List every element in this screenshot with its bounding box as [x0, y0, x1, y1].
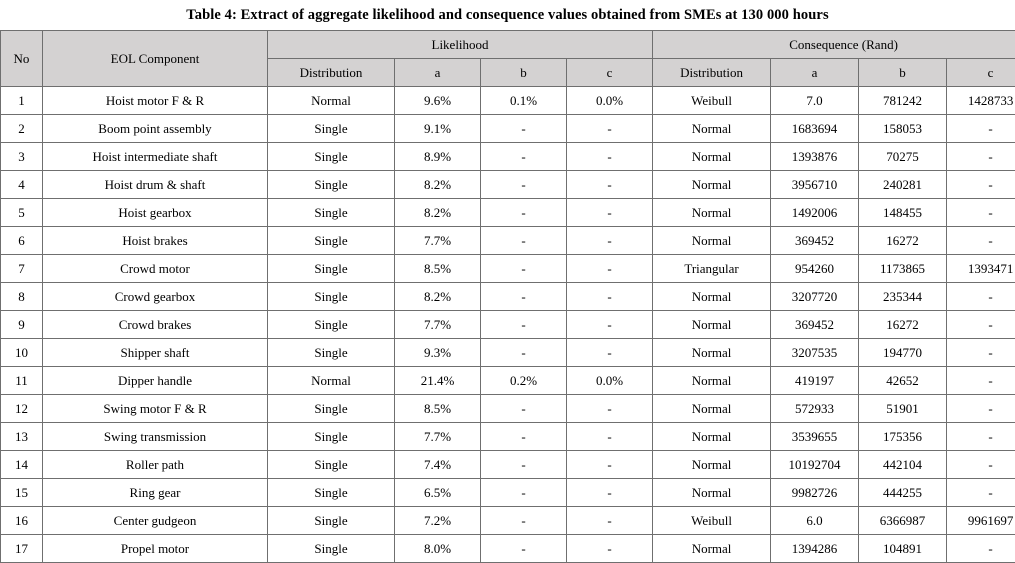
cell-component: Hoist motor F & R — [43, 87, 268, 115]
cell-consequence-distribution: Normal — [653, 339, 771, 367]
cell-no: 12 — [1, 395, 43, 423]
cell-component: Crowd gearbox — [43, 283, 268, 311]
cell-consequence-a: 572933 — [771, 395, 859, 423]
header-likelihood-distribution: Distribution — [268, 59, 395, 87]
cell-consequence-a: 9982726 — [771, 479, 859, 507]
cell-component: Hoist drum & shaft — [43, 171, 268, 199]
cell-component: Dipper handle — [43, 367, 268, 395]
header-consequence-distribution: Distribution — [653, 59, 771, 87]
cell-consequence-a: 3956710 — [771, 171, 859, 199]
cell-consequence-distribution: Normal — [653, 451, 771, 479]
cell-likelihood-a: 9.6% — [395, 87, 481, 115]
cell-no: 17 — [1, 535, 43, 563]
cell-consequence-distribution: Normal — [653, 311, 771, 339]
data-table — [0, 30, 1015, 563]
cell-consequence-a: 954260 — [771, 255, 859, 283]
table-row — [1, 367, 1015, 395]
cell-likelihood-a: 8.2% — [395, 171, 481, 199]
header-consequence-c: c — [947, 59, 1015, 87]
cell-component: Roller path — [43, 451, 268, 479]
cell-likelihood-a: 9.1% — [395, 115, 481, 143]
cell-no: 1 — [1, 87, 43, 115]
header-consequence-a: a — [771, 59, 859, 87]
cell-component: Hoist gearbox — [43, 199, 268, 227]
cell-consequence-b: 16272 — [859, 311, 947, 339]
cell-no: 7 — [1, 255, 43, 283]
cell-likelihood-distribution: Single — [268, 283, 395, 311]
cell-likelihood-distribution: Normal — [268, 87, 395, 115]
cell-consequence-b: 6366987 — [859, 507, 947, 535]
cell-consequence-b: 175356 — [859, 423, 947, 451]
cell-likelihood-a: 9.3% — [395, 339, 481, 367]
cell-likelihood-b: - — [481, 423, 567, 451]
header-no: No — [1, 31, 43, 87]
cell-component: Swing motor F & R — [43, 395, 268, 423]
cell-likelihood-a: 7.7% — [395, 423, 481, 451]
header-likelihood-c: c — [567, 59, 653, 87]
cell-likelihood-b: - — [481, 395, 567, 423]
cell-likelihood-a: 7.7% — [395, 227, 481, 255]
cell-consequence-a: 369452 — [771, 227, 859, 255]
cell-consequence-b: 16272 — [859, 227, 947, 255]
cell-consequence-a: 3207535 — [771, 339, 859, 367]
cell-likelihood-b: - — [481, 311, 567, 339]
cell-likelihood-a: 8.9% — [395, 143, 481, 171]
table-row — [1, 115, 1015, 143]
cell-likelihood-c: 0.0% — [567, 367, 653, 395]
cell-likelihood-c: - — [567, 535, 653, 563]
table-row — [1, 507, 1015, 535]
cell-likelihood-distribution: Single — [268, 339, 395, 367]
cell-consequence-b: 194770 — [859, 339, 947, 367]
cell-consequence-a: 7.0 — [771, 87, 859, 115]
cell-consequence-c: 9961697 — [947, 507, 1015, 535]
cell-consequence-distribution: Normal — [653, 143, 771, 171]
cell-likelihood-b: - — [481, 143, 567, 171]
header-likelihood-group: Likelihood — [268, 31, 653, 59]
cell-consequence-distribution: Normal — [653, 115, 771, 143]
cell-consequence-b: 42652 — [859, 367, 947, 395]
cell-consequence-distribution: Normal — [653, 171, 771, 199]
cell-consequence-a: 1394286 — [771, 535, 859, 563]
table-row — [1, 255, 1015, 283]
header-consequence-b: b — [859, 59, 947, 87]
cell-likelihood-a: 8.2% — [395, 283, 481, 311]
cell-consequence-c: 1393471 — [947, 255, 1015, 283]
cell-consequence-c: - — [947, 479, 1015, 507]
cell-component: Shipper shaft — [43, 339, 268, 367]
cell-no: 15 — [1, 479, 43, 507]
cell-likelihood-distribution: Single — [268, 171, 395, 199]
cell-component: Boom point assembly — [43, 115, 268, 143]
cell-likelihood-c: - — [567, 115, 653, 143]
cell-consequence-c: - — [947, 115, 1015, 143]
cell-consequence-c: - — [947, 451, 1015, 479]
cell-consequence-distribution: Weibull — [653, 507, 771, 535]
table-row — [1, 479, 1015, 507]
table-row — [1, 143, 1015, 171]
cell-likelihood-c: - — [567, 255, 653, 283]
cell-consequence-c: - — [947, 227, 1015, 255]
cell-consequence-b: 235344 — [859, 283, 947, 311]
cell-likelihood-b: - — [481, 339, 567, 367]
cell-no: 14 — [1, 451, 43, 479]
cell-consequence-b: 104891 — [859, 535, 947, 563]
table-row — [1, 311, 1015, 339]
cell-likelihood-distribution: Single — [268, 227, 395, 255]
cell-component: Propel motor — [43, 535, 268, 563]
table-row — [1, 283, 1015, 311]
header-likelihood-b: b — [481, 59, 567, 87]
cell-likelihood-distribution: Single — [268, 535, 395, 563]
table-row — [1, 423, 1015, 451]
cell-likelihood-b: - — [481, 115, 567, 143]
cell-likelihood-c: - — [567, 143, 653, 171]
cell-likelihood-c: 0.0% — [567, 87, 653, 115]
cell-consequence-distribution: Normal — [653, 227, 771, 255]
table-caption: Table 4: Extract of aggregate likelihood and consequence values obtained from SMEs at 130 000 hours — [186, 7, 829, 23]
header-consequence-group: Consequence (Rand) — [653, 31, 1015, 59]
cell-likelihood-b: - — [481, 255, 567, 283]
cell-likelihood-c: - — [567, 451, 653, 479]
cell-component: Crowd motor — [43, 255, 268, 283]
table-row — [1, 87, 1015, 115]
table-row — [1, 339, 1015, 367]
cell-consequence-b: 51901 — [859, 395, 947, 423]
cell-consequence-distribution: Normal — [653, 535, 771, 563]
cell-no: 8 — [1, 283, 43, 311]
cell-consequence-distribution: Triangular — [653, 255, 771, 283]
cell-likelihood-a: 6.5% — [395, 479, 481, 507]
cell-likelihood-b: - — [481, 227, 567, 255]
cell-likelihood-b: - — [481, 171, 567, 199]
cell-likelihood-c: - — [567, 479, 653, 507]
cell-consequence-c: - — [947, 311, 1015, 339]
cell-likelihood-c: - — [567, 283, 653, 311]
cell-likelihood-c: - — [567, 199, 653, 227]
cell-likelihood-b: 0.1% — [481, 87, 567, 115]
cell-component: Swing transmission — [43, 423, 268, 451]
table-row — [1, 395, 1015, 423]
cell-no: 10 — [1, 339, 43, 367]
cell-likelihood-c: - — [567, 423, 653, 451]
cell-consequence-c: - — [947, 143, 1015, 171]
header-eol-component: EOL Component — [43, 31, 268, 87]
cell-component: Hoist intermediate shaft — [43, 143, 268, 171]
cell-consequence-b: 240281 — [859, 171, 947, 199]
cell-component: Center gudgeon — [43, 507, 268, 535]
cell-no: 3 — [1, 143, 43, 171]
cell-consequence-a: 3207720 — [771, 283, 859, 311]
table-row — [1, 227, 1015, 255]
cell-consequence-c: - — [947, 367, 1015, 395]
cell-likelihood-c: - — [567, 507, 653, 535]
cell-likelihood-a: 21.4% — [395, 367, 481, 395]
table-header — [1, 31, 1015, 87]
cell-consequence-a: 3539655 — [771, 423, 859, 451]
cell-consequence-a: 419197 — [771, 367, 859, 395]
cell-likelihood-distribution: Single — [268, 311, 395, 339]
cell-no: 16 — [1, 507, 43, 535]
cell-likelihood-a: 8.0% — [395, 535, 481, 563]
cell-consequence-c: - — [947, 199, 1015, 227]
cell-likelihood-distribution: Single — [268, 423, 395, 451]
cell-likelihood-c: - — [567, 227, 653, 255]
table-row — [1, 535, 1015, 563]
cell-consequence-distribution: Normal — [653, 199, 771, 227]
cell-likelihood-distribution: Single — [268, 115, 395, 143]
cell-likelihood-distribution: Normal — [268, 367, 395, 395]
cell-consequence-distribution: Normal — [653, 479, 771, 507]
cell-component: Ring gear — [43, 479, 268, 507]
cell-consequence-a: 1683694 — [771, 115, 859, 143]
cell-likelihood-a: 7.7% — [395, 311, 481, 339]
cell-likelihood-a: 7.2% — [395, 507, 481, 535]
cell-no: 5 — [1, 199, 43, 227]
cell-likelihood-distribution: Single — [268, 395, 395, 423]
cell-likelihood-a: 8.2% — [395, 199, 481, 227]
cell-consequence-a: 369452 — [771, 311, 859, 339]
cell-no: 9 — [1, 311, 43, 339]
cell-consequence-a: 1492006 — [771, 199, 859, 227]
cell-likelihood-distribution: Single — [268, 479, 395, 507]
cell-consequence-distribution: Normal — [653, 423, 771, 451]
cell-consequence-distribution: Normal — [653, 283, 771, 311]
cell-likelihood-a: 8.5% — [395, 395, 481, 423]
cell-consequence-a: 10192704 — [771, 451, 859, 479]
cell-likelihood-distribution: Single — [268, 143, 395, 171]
cell-consequence-c: - — [947, 339, 1015, 367]
cell-consequence-b: 158053 — [859, 115, 947, 143]
table-row — [1, 199, 1015, 227]
cell-consequence-b: 70275 — [859, 143, 947, 171]
cell-consequence-distribution: Normal — [653, 367, 771, 395]
cell-no: 11 — [1, 367, 43, 395]
cell-consequence-a: 1393876 — [771, 143, 859, 171]
cell-no: 2 — [1, 115, 43, 143]
cell-consequence-distribution: Weibull — [653, 87, 771, 115]
cell-consequence-b: 442104 — [859, 451, 947, 479]
cell-no: 4 — [1, 171, 43, 199]
cell-component: Hoist brakes — [43, 227, 268, 255]
cell-no: 13 — [1, 423, 43, 451]
table-header-row-groups — [1, 31, 1015, 59]
cell-likelihood-b: - — [481, 535, 567, 563]
cell-consequence-c: 1428733 — [947, 87, 1015, 115]
cell-consequence-c: - — [947, 283, 1015, 311]
table-row — [1, 171, 1015, 199]
cell-likelihood-b: 0.2% — [481, 367, 567, 395]
cell-likelihood-b: - — [481, 451, 567, 479]
cell-likelihood-c: - — [567, 395, 653, 423]
cell-likelihood-distribution: Single — [268, 451, 395, 479]
cell-consequence-c: - — [947, 423, 1015, 451]
cell-consequence-distribution: Normal — [653, 395, 771, 423]
cell-likelihood-b: - — [481, 507, 567, 535]
cell-likelihood-c: - — [567, 311, 653, 339]
cell-likelihood-a: 7.4% — [395, 451, 481, 479]
cell-consequence-b: 444255 — [859, 479, 947, 507]
cell-consequence-b: 1173865 — [859, 255, 947, 283]
cell-likelihood-a: 8.5% — [395, 255, 481, 283]
cell-likelihood-c: - — [567, 339, 653, 367]
cell-consequence-b: 781242 — [859, 87, 947, 115]
cell-likelihood-distribution: Single — [268, 199, 395, 227]
cell-no: 6 — [1, 227, 43, 255]
header-likelihood-a: a — [395, 59, 481, 87]
cell-likelihood-distribution: Single — [268, 255, 395, 283]
cell-likelihood-distribution: Single — [268, 507, 395, 535]
cell-likelihood-b: - — [481, 479, 567, 507]
cell-consequence-b: 148455 — [859, 199, 947, 227]
table-row — [1, 451, 1015, 479]
cell-likelihood-b: - — [481, 199, 567, 227]
cell-component: Crowd brakes — [43, 311, 268, 339]
cell-likelihood-c: - — [567, 171, 653, 199]
table-body — [1, 87, 1015, 563]
cell-consequence-c: - — [947, 395, 1015, 423]
cell-likelihood-b: - — [481, 283, 567, 311]
cell-consequence-c: - — [947, 171, 1015, 199]
cell-consequence-c: - — [947, 535, 1015, 563]
cell-consequence-a: 6.0 — [771, 507, 859, 535]
